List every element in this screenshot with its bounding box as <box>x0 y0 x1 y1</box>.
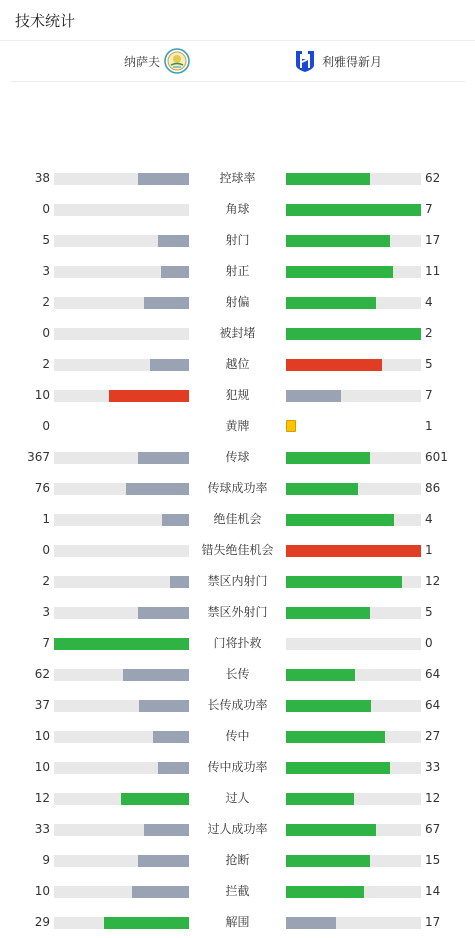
home-bar-track <box>54 297 189 309</box>
stat-label: 禁区内射门 <box>207 574 268 588</box>
stat-row <box>0 783 475 814</box>
home-value: 0 <box>42 202 50 216</box>
away-bar-fill <box>286 204 421 216</box>
away-value: 64 <box>425 698 441 712</box>
home-bar-track <box>54 266 189 278</box>
home-bar-track <box>54 917 189 929</box>
away-bar-fill <box>286 576 402 588</box>
away-bar-track <box>286 328 421 340</box>
home-value: 38 <box>34 171 50 185</box>
home-bar-fill <box>121 793 189 805</box>
home-value: 3 <box>42 264 50 278</box>
away-bar-fill <box>286 731 385 743</box>
page-title: 技术统计 <box>15 12 76 30</box>
away-bar-fill <box>286 917 336 929</box>
away-bar-fill <box>286 700 371 712</box>
away-bar-track <box>286 266 421 278</box>
away-value: 2 <box>425 326 433 340</box>
home-value: 29 <box>34 915 50 929</box>
stat-row <box>0 907 475 938</box>
stat-row <box>0 535 475 566</box>
away-value: 12 <box>425 574 441 588</box>
home-bar-track <box>54 452 189 464</box>
away-value: 15 <box>425 853 441 867</box>
home-value: 10 <box>34 884 50 898</box>
stat-label: 射正 <box>225 264 250 278</box>
away-bar-track <box>286 173 421 185</box>
away-value: 17 <box>425 915 441 929</box>
away-bar-fill <box>286 328 421 340</box>
away-bar-fill <box>286 359 382 371</box>
home-bar-track <box>54 824 189 836</box>
away-bar-track <box>286 545 421 557</box>
home-team[interactable] <box>124 48 190 74</box>
away-bar-fill <box>286 266 393 278</box>
home-value: 367 <box>27 450 50 464</box>
away-value: 5 <box>425 605 433 619</box>
stat-label: 长传 <box>225 667 250 681</box>
home-bar-track <box>54 545 189 557</box>
stat-row <box>0 349 475 380</box>
stat-label: 错失绝佳机会 <box>201 543 274 557</box>
home-team-name: 纳萨夫 <box>123 54 160 69</box>
away-value: 12 <box>425 791 441 805</box>
home-bar-fill <box>109 390 189 402</box>
home-bar-fill <box>138 452 189 464</box>
stat-label: 长传成功率 <box>207 698 268 712</box>
away-value: 5 <box>425 357 433 371</box>
home-bar-fill <box>144 824 189 836</box>
stat-row <box>0 659 475 690</box>
stat-row <box>0 721 475 752</box>
away-bar-fill <box>286 669 355 681</box>
stat-label: 门将扑救 <box>213 636 262 650</box>
home-bar-track <box>54 204 189 216</box>
away-bar-track <box>286 700 421 712</box>
stat-row <box>0 163 475 194</box>
stat-label: 抢断 <box>225 853 250 867</box>
away-bar-fill <box>286 824 376 836</box>
home-bar-fill <box>158 762 189 774</box>
stat-row <box>0 845 475 876</box>
away-bar-track <box>286 297 421 309</box>
home-bar-track <box>54 173 189 185</box>
stat-row <box>0 876 475 907</box>
home-bar-fill <box>150 359 189 371</box>
home-value: 2 <box>42 574 50 588</box>
away-bar-track <box>286 514 421 526</box>
home-bar-track <box>54 669 189 681</box>
home-bar-fill <box>161 266 189 278</box>
home-bar-fill <box>153 731 189 743</box>
stat-row <box>0 597 475 628</box>
away-value: 14 <box>425 884 441 898</box>
stat-row <box>0 256 475 287</box>
stat-row <box>0 287 475 318</box>
away-bar-fill <box>286 483 358 495</box>
home-bar-fill <box>54 638 189 650</box>
home-bar-track <box>54 731 189 743</box>
home-bar-fill <box>132 886 189 898</box>
away-bar-track <box>286 204 421 216</box>
stat-label: 传球成功率 <box>207 481 268 495</box>
stat-label: 过人成功率 <box>207 822 268 836</box>
away-team[interactable] <box>292 48 382 74</box>
stat-label: 越位 <box>225 357 250 371</box>
away-bar-fill <box>286 297 376 309</box>
home-value: 33 <box>34 822 50 836</box>
away-bar-track <box>286 762 421 774</box>
home-bar-track <box>54 762 189 774</box>
away-bar-track <box>286 731 421 743</box>
away-bar-track <box>286 824 421 836</box>
stat-row <box>0 752 475 783</box>
home-value: 3 <box>42 605 50 619</box>
home-bar-fill <box>139 700 189 712</box>
home-bar-track <box>54 700 189 712</box>
away-bar-fill <box>286 390 341 402</box>
stat-row <box>0 473 475 504</box>
home-bar-fill <box>138 173 189 185</box>
away-bar-track <box>286 793 421 805</box>
away-bar-track <box>286 359 421 371</box>
away-value: 64 <box>425 667 441 681</box>
stat-label: 犯规 <box>225 388 250 402</box>
home-value: 0 <box>42 543 50 557</box>
away-value: 67 <box>425 822 441 836</box>
away-bar-track <box>286 638 421 650</box>
home-value: 2 <box>42 357 50 371</box>
away-bar-track <box>286 452 421 464</box>
stat-label: 绝佳机会 <box>213 512 262 526</box>
away-value: 33 <box>425 760 441 774</box>
home-bar-track <box>54 390 189 402</box>
home-value: 7 <box>42 636 50 650</box>
away-bar-track <box>286 483 421 495</box>
away-bar-fill <box>286 452 370 464</box>
away-bar-track <box>286 235 421 247</box>
home-bar-fill <box>123 669 189 681</box>
home-value: 12 <box>34 791 50 805</box>
stat-label: 拦截 <box>225 884 250 898</box>
stat-row <box>0 504 475 535</box>
away-bar-track <box>286 886 421 898</box>
away-bar-track <box>286 669 421 681</box>
stat-row <box>0 318 475 349</box>
away-value: 27 <box>425 729 441 743</box>
stat-row <box>0 225 475 256</box>
away-value: 0 <box>425 636 433 650</box>
stat-label: 解围 <box>225 915 250 929</box>
home-bar-track <box>54 235 189 247</box>
stat-label: 传中 <box>225 729 250 743</box>
home-team-crest-icon <box>164 48 190 74</box>
away-bar-fill <box>286 173 370 185</box>
away-bar-fill <box>286 545 421 557</box>
away-value: 17 <box>425 233 441 247</box>
home-value: 9 <box>42 853 50 867</box>
stat-row <box>0 566 475 597</box>
home-bar-track <box>54 793 189 805</box>
stat-row <box>0 380 475 411</box>
away-bar-track <box>286 607 421 619</box>
home-bar-track <box>54 638 189 650</box>
away-value: 86 <box>425 481 441 495</box>
home-value: 2 <box>42 295 50 309</box>
home-value: 76 <box>34 481 50 495</box>
away-value: 4 <box>425 512 433 526</box>
home-bar-track <box>54 359 189 371</box>
away-bar-track <box>286 576 421 588</box>
away-value: 11 <box>425 264 441 278</box>
stat-label: 传球 <box>225 450 250 464</box>
home-bar-fill <box>104 917 189 929</box>
stat-label: 禁区外射门 <box>207 605 268 619</box>
home-bar-fill <box>162 514 189 526</box>
stat-label: 被封堵 <box>219 326 256 340</box>
home-value: 0 <box>42 326 50 340</box>
home-value: 37 <box>34 698 50 712</box>
stat-label: 黄牌 <box>225 419 250 433</box>
stat-row <box>0 442 475 473</box>
home-value: 1 <box>42 512 50 526</box>
stat-row <box>0 814 475 845</box>
away-bar-track <box>286 390 421 402</box>
home-bar-fill <box>170 576 189 588</box>
away-bar-fill <box>286 886 364 898</box>
stat-label: 射门 <box>225 233 250 247</box>
stat-label: 射偏 <box>225 295 250 309</box>
away-value: 7 <box>425 388 433 402</box>
stat-label: 控球率 <box>219 171 256 185</box>
stat-row <box>0 411 475 442</box>
away-bar-fill <box>286 235 390 247</box>
away-team-crest-icon <box>292 48 318 74</box>
home-value: 10 <box>34 729 50 743</box>
stat-label: 传中成功率 <box>207 760 268 774</box>
home-value: 5 <box>42 233 50 247</box>
yellow-card-icon <box>286 420 296 432</box>
away-team-name: 利雅得新月 <box>322 54 383 69</box>
teams-header <box>10 41 465 82</box>
away-value: 62 <box>425 171 441 185</box>
home-bar-track <box>54 514 189 526</box>
away-value: 1 <box>425 543 433 557</box>
home-bar-fill <box>138 607 189 619</box>
away-value: 601 <box>425 450 448 464</box>
home-value: 10 <box>34 760 50 774</box>
away-bar-track <box>286 917 421 929</box>
away-value: 4 <box>425 295 433 309</box>
away-bar-fill <box>286 607 370 619</box>
stat-label: 过人 <box>225 791 250 805</box>
home-value: 10 <box>34 388 50 402</box>
away-value: 7 <box>425 202 433 216</box>
away-bar-fill <box>286 514 394 526</box>
section-header <box>0 0 475 41</box>
home-bar-track <box>54 576 189 588</box>
stat-row <box>0 690 475 721</box>
away-bar-fill <box>286 762 390 774</box>
home-value: 0 <box>42 419 50 433</box>
home-bar-track <box>54 328 189 340</box>
away-value: 1 <box>425 419 433 433</box>
home-bar-track <box>54 607 189 619</box>
stat-row <box>0 194 475 225</box>
home-bar-fill <box>158 235 189 247</box>
home-bar-fill <box>126 483 189 495</box>
stat-label: 角球 <box>225 202 250 216</box>
away-bar-fill <box>286 793 354 805</box>
home-bar-track <box>54 886 189 898</box>
stat-row <box>0 628 475 659</box>
home-bar-fill <box>144 297 189 309</box>
home-bar-track <box>54 483 189 495</box>
home-value: 62 <box>34 667 50 681</box>
